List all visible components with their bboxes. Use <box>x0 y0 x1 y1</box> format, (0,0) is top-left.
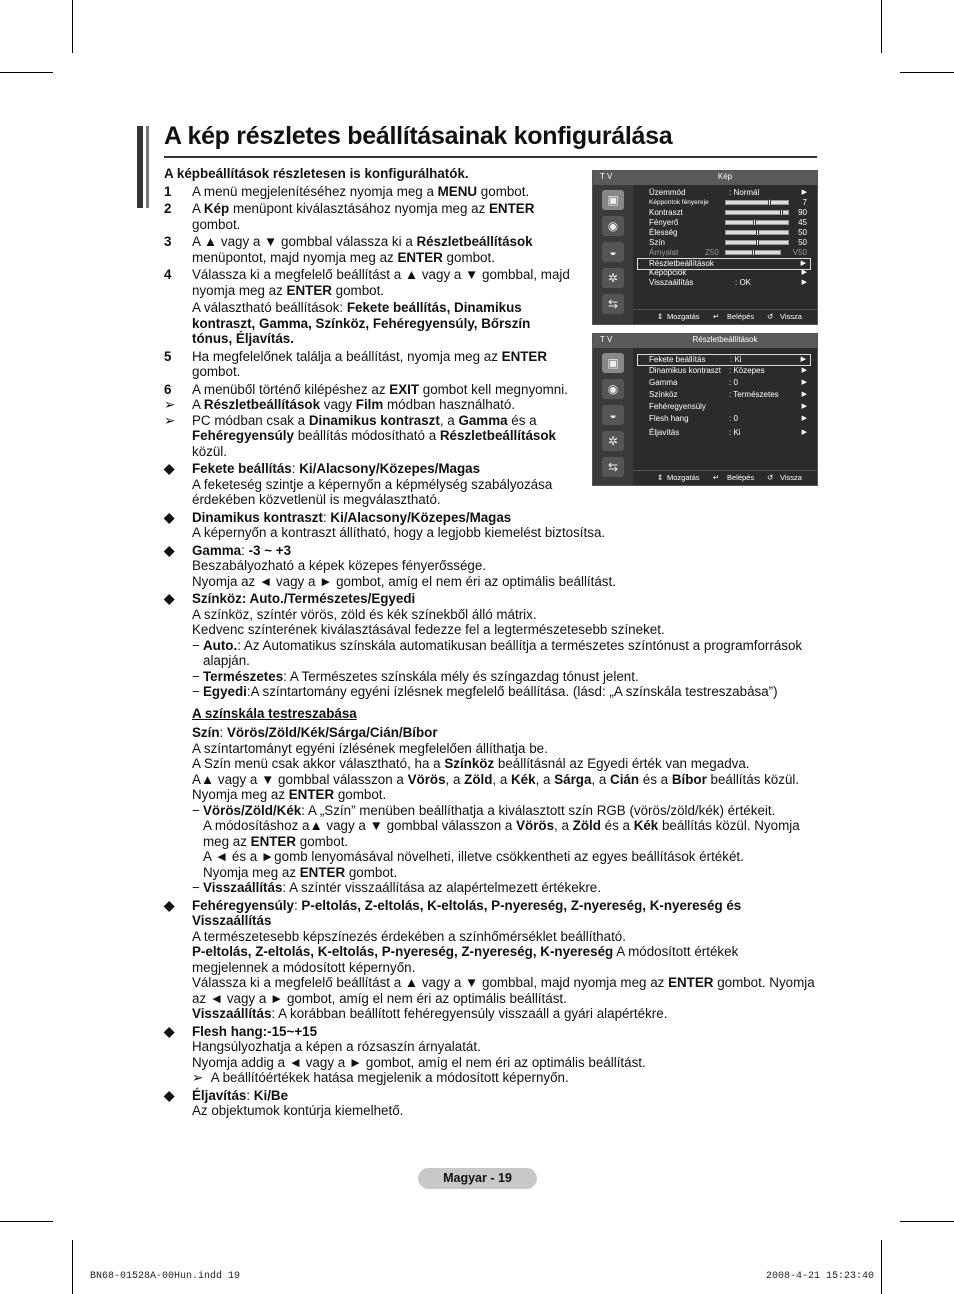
right-arrow-icon: ▶ <box>800 356 806 363</box>
osd-label: Dinamikus kontraszt <box>649 366 722 375</box>
note-arrow-icon: ➢ <box>192 1070 204 1085</box>
diamond-icon: ◆ <box>164 591 175 606</box>
note-arrow-icon: ➢ <box>164 397 176 412</box>
osd-label: Gamma <box>649 378 678 387</box>
osd-label: Élesség <box>649 228 678 237</box>
subsection-heading: A színskála testreszabása <box>192 705 357 721</box>
main-content <box>164 166 816 1119</box>
osd-value: : 0 <box>729 414 738 423</box>
title-accent-bar <box>137 126 143 208</box>
osd-foot-enter: Belépés <box>727 312 755 321</box>
crop-mark <box>881 0 882 53</box>
osd-tint-right: V50 <box>792 248 807 257</box>
diamond-icon: ◆ <box>164 542 175 558</box>
enter-icon: ↵ <box>713 473 720 482</box>
step-number: 6 <box>164 381 172 397</box>
step-number: 1 <box>164 183 172 199</box>
crop-mark <box>0 72 53 73</box>
osd-foot-back: Vissza <box>780 312 802 321</box>
note-1: ➢ A Részletbeállítások vagy Film módban használható. <box>164 397 516 412</box>
step-6: 6 A menüből történő kilépéshez az EXIT gombot kell megnyomni. <box>164 381 568 397</box>
page-number: Magyar - 19 <box>418 1168 537 1189</box>
right-arrow-icon: ▶ <box>801 269 807 276</box>
footer-date: 2008-4-21 15:23:40 <box>766 1271 875 1282</box>
footer-file: BN68-01528A-00Hun.indd 19 <box>90 1271 241 1282</box>
step-1: 1 A menü megjelenítéséhez nyomja meg a MENU gombot. <box>164 183 530 199</box>
osd-label: Színköz <box>649 390 678 399</box>
section-flesh: ◆ Flesh hang:-15~+15 Hangsúlyozhatja a képen a rózsaszín árnyalatát. Nyomja addig a ◄ vagy a ► gombot, amíg el nem éri az optimális beállítást. ➢ A beállítóértékek hatása megjelenik a módosított képernyőn. <box>164 1023 646 1085</box>
crop-mark <box>0 1221 53 1222</box>
right-arrow-icon: ▶ <box>801 391 807 398</box>
right-arrow-icon: ▶ <box>801 189 807 196</box>
input-icon: ⇆ <box>602 457 624 477</box>
diamond-icon: ◆ <box>164 1087 175 1103</box>
section-dinamikus: ◆ Dinamikus kontraszt: Ki/Alacsony/Közepes/Magas A képernyőn a kontraszt állítható, hogy a legjobb kiemelést biztosítsa. <box>164 509 606 540</box>
channel-icon: ◒ <box>602 405 624 425</box>
step-number: 3 <box>164 234 172 249</box>
sound-icon: ◉ <box>602 216 624 236</box>
return-icon: ↺ <box>767 312 774 321</box>
osd-label: Fehéregyensúly <box>649 402 706 411</box>
right-arrow-icon: ▶ <box>801 415 807 422</box>
osd-label: Visszaállítás <box>649 278 694 287</box>
title-rule <box>164 156 817 158</box>
right-arrow-icon: ▶ <box>801 367 807 374</box>
osd-label: Képpontok fényereje <box>649 199 709 206</box>
osd-value: : OK <box>735 278 752 287</box>
szinkoz-egyedi: − Egyedi:A színtartomány egyéni ízlésnek megfelelő beállítása. (lásd: „A színskála testreszabása”) <box>192 684 778 699</box>
osd-label: Képopciók <box>649 268 687 277</box>
osd-label: Kontraszt <box>649 208 683 217</box>
osd-label: Üzemmód <box>649 188 686 197</box>
testre-line-2: A Szín menü csak akkor választható, ha a Színköz beállításnál az Egyedi érték van megadva. <box>192 756 750 771</box>
osd-value: 7 <box>802 198 807 207</box>
osd-value: : 0 <box>729 378 738 387</box>
page-title: A kép részletes beállításainak konfigurálása <box>164 122 673 150</box>
diamond-icon: ◆ <box>164 1023 175 1039</box>
updown-icon: ⇕ <box>657 473 664 482</box>
osd-value: : Normál <box>729 188 760 197</box>
note-2: ➢ PC módban csak a Dinamikus kontraszt, a Gamma és a Fehéregyensúly beállítás módosítható a Részletbeállítások közül. <box>164 412 556 459</box>
section-feher: ◆ Fehéregyensúly: P-eltolás, Z-eltolás, K-eltolás, P-nyereség, Z-nyereség, K-nyereség és Visszaállítás A természetesebb képszínezés érdekében a színhőmérséklet beállítható. P-eltolás, Z-eltolás, K-eltolás, P-nyereség, Z-nyereség, K-nyereség A módosított értékek megjelennek a módosított képernyőn. Válassza ki a megfelelő beállítást a ▲ vagy a ▼ gombbal, majd nyomja meg az ENTER gombot. Nyomja az ◄ vagy a ► gombot, amíg el nem éri az optimális beállítást. Visszaállítás: A korábban beállított fehéregyensúly visszaáll a gyári alapértékre. <box>164 897 815 1021</box>
szin-options: Szín: Vörös/Zöld/Kék/Sárga/Cián/Bíbor <box>192 725 438 740</box>
right-arrow-icon: ▶ <box>801 379 807 386</box>
step-number: 5 <box>164 348 172 364</box>
testre-rgb: − Vörös/Zöld/Kék: A „Szín” menüben beállíthatja a kiválasztott szín RGB (vörös/zöld/kék) értékeit. A módosításhoz a▲ vagy a ▼ gombbal válasszon a Vörös, a Zöld és a Kék beállítás közül. Nyomja meg az ENTER gombot. A ◄ és a ►gomb lenyomásával növelheti, illetve csökkentheti az egyes beállítások értékét. Nyomja meg az ENTER gombot. <box>192 802 800 880</box>
crop-mark <box>881 1240 882 1294</box>
testre-reset: − Visszaállítás: A színtér visszaállítása az alapértelmezett értékekre. <box>192 880 601 895</box>
osd-tint-left: Z50 <box>705 248 719 257</box>
picture-icon: ▣ <box>602 353 624 373</box>
title-accent-bar <box>146 126 149 208</box>
osd-value: : Ki <box>729 428 741 437</box>
intro-text: A képbeállítások részletesen is konfigurálhatók. <box>164 166 469 181</box>
diamond-icon: ◆ <box>164 897 175 913</box>
osd-label: Szín <box>649 238 666 247</box>
osd-value: 50 <box>798 228 807 237</box>
diamond-icon: ◆ <box>164 509 175 525</box>
enter-icon: ↵ <box>713 312 720 321</box>
return-icon: ↺ <box>767 473 774 482</box>
step-3: 3 A ▲ vagy a ▼ gombbal válassza ki a Részletbeállítások menüpontot, majd nyomja meg az ENTER gombot. <box>164 234 533 265</box>
osd-label: Flesh hang <box>649 414 689 423</box>
testre-line-3: A▲ vagy a ▼ gombbal válasszon a Vörös, a Zöld, a Kék, a Sárga, a Cián és a Bíbor beállítás közül. Nyomja meg az ENTER gombot. <box>192 771 800 802</box>
step-number: 2 <box>164 201 172 216</box>
options-list: A választható beállítások: Fekete beállítás, Dinamikus kontraszt, Gamma, Színköz, Fehéregyensúly, Bőrszín tónus, Éljavítás. <box>192 300 531 346</box>
right-arrow-icon: ▶ <box>801 403 807 410</box>
section-el: ◆ Éljavítás: Ki/Be Az objektumok kontúrja kiemelhető. <box>164 1087 404 1118</box>
right-arrow-icon: ▶ <box>801 429 807 436</box>
setup-icon: ✲ <box>602 268 624 288</box>
osd-foot-back: Vissza <box>780 473 802 482</box>
osd-value: 90 <box>798 208 807 217</box>
osd-value: : Természetes <box>729 390 779 399</box>
osd-label: Árnyalat <box>649 248 679 257</box>
section-fekete: ◆ Fekete beállítás: Ki/Alacsony/Közepes/Magas A feketeség szintje a képernyőn a képmélység szabályozása érdekében közvetlenül is megválasztható. <box>164 461 553 507</box>
osd-title: Részletbeállítások <box>692 335 758 344</box>
crop-mark <box>72 0 73 53</box>
osd-value: 50 <box>798 238 807 247</box>
step-5: 5 Ha megfelelőnek találja a beállítást, nyomja meg az ENTER gombot. <box>164 348 548 379</box>
updown-icon: ⇕ <box>657 312 664 321</box>
osd-label: Éljavítás <box>649 428 680 437</box>
step-number: 4 <box>164 267 172 282</box>
right-arrow-icon: ▶ <box>800 260 806 267</box>
right-arrow-icon: ▶ <box>801 279 807 286</box>
osd-foot-move: Mozgatás <box>667 312 700 321</box>
szinkoz-termeszetes: − Természetes: A Természetes színskála mély és színgazdag tónust jelent. <box>192 668 639 684</box>
osd-foot-enter: Belépés <box>727 473 755 482</box>
step-2: 2 A Kép menüpont kiválasztásához nyomja meg az ENTER gombot. <box>164 201 535 232</box>
crop-mark <box>900 1221 954 1222</box>
channel-icon: ◒ <box>602 242 624 262</box>
crop-mark <box>72 1240 73 1294</box>
picture-icon: ▣ <box>602 190 624 210</box>
note-arrow-icon: ➢ <box>164 412 176 428</box>
testre-line-1: A színtartományt egyéni ízlésének megfelelően állíthatja be. <box>192 740 548 756</box>
osd-label: Részletbeállítások <box>649 259 714 268</box>
osd-tv-label: T V <box>600 172 613 181</box>
osd-foot-move: Mozgatás <box>667 473 700 482</box>
osd-label: Fekete beállítás <box>649 355 706 364</box>
osd-title: Kép <box>717 172 733 181</box>
osd-tv-label: T V <box>600 335 613 344</box>
step-4: 4 Válassza ki a megfelelő beállítást a ▲ vagy a ▼ gombbal, majd nyomja meg az ENTER gombot. <box>164 267 570 298</box>
szinkoz-auto: − Auto.: Az Automatikus színskála automatikusan beállítja a természetes színtónust a programforrások alapján. <box>192 637 803 668</box>
osd-value: 45 <box>798 218 807 227</box>
sound-icon: ◉ <box>602 379 624 399</box>
section-gamma: ◆ Gamma: -3 ~ +3 Beszabályozható a képek közepes fényerőssége. Nyomja az ◄ vagy a ► gombot, amíg el nem éri az optimális beállítást. <box>164 542 616 589</box>
osd-value: : Közepes <box>729 366 765 375</box>
setup-icon: ✲ <box>602 431 624 451</box>
diamond-icon: ◆ <box>164 461 175 476</box>
section-szinkoz: ◆ Színköz: Auto./Természetes/Egyedi A színköz, színtér vörös, zöld és kék színekből álló mátrix. Kedvenc színterének kiválasztásával fedezze fel a legtermészetesebb színeket. <box>164 591 665 637</box>
input-icon: ⇆ <box>602 294 624 314</box>
crop-mark <box>900 72 954 73</box>
osd-value: : Ki <box>730 355 742 364</box>
osd-label: Fényerő <box>649 218 679 227</box>
